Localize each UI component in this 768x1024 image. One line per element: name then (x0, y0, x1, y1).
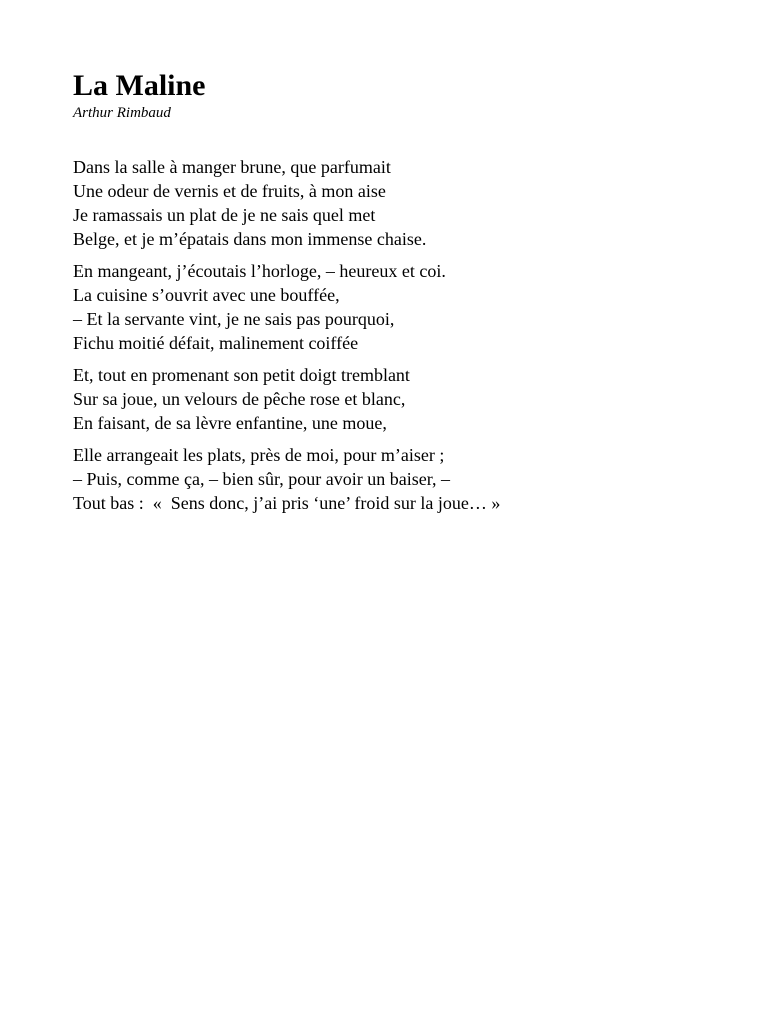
verse-line: – Et la servante vint, je ne sais pas pourquoi, (73, 309, 395, 329)
verse-line: Et, tout en promenant son petit doigt tremblant (73, 365, 410, 385)
verse-line: En mangeant, j’écoutais l’horloge, – heureux et coi. (73, 261, 446, 281)
verse-line: Fichu moitié défait, malinement coiffée (73, 333, 359, 353)
stanza (73, 363, 713, 435)
stanza (73, 259, 713, 355)
verse-line: Je ramassais un plat de je ne sais quel met (73, 205, 376, 225)
poem-title: La Maline (73, 69, 206, 102)
stanza (73, 155, 713, 251)
verse-line: La cuisine s’ouvrit avec une bouffée, (73, 285, 340, 305)
verse-line: Belge, et je m’épatais dans mon immense chaise. (73, 229, 427, 249)
verse-line: Elle arrangeait les plats, près de moi, pour m’aiser ; (73, 445, 445, 465)
stanza (73, 443, 713, 515)
verse-line: Sur sa joue, un velours de pêche rose et blanc, (73, 389, 406, 409)
document-page (73, 68, 713, 523)
poem-body (73, 155, 713, 515)
verse-line: En faisant, de sa lèvre enfantine, une moue, (73, 413, 387, 433)
verse-line: Tout bas : « Sens donc, j’ai pris ‘une’ froid sur la joue… » (73, 493, 501, 513)
poem-author: Arthur Rimbaud (73, 105, 171, 121)
verse-line: Dans la salle à manger brune, que parfumait (73, 157, 391, 177)
verse-line: – Puis, comme ça, – bien sûr, pour avoir un baiser, – (73, 469, 450, 489)
verse-line: Une odeur de vernis et de fruits, à mon aise (73, 181, 386, 201)
